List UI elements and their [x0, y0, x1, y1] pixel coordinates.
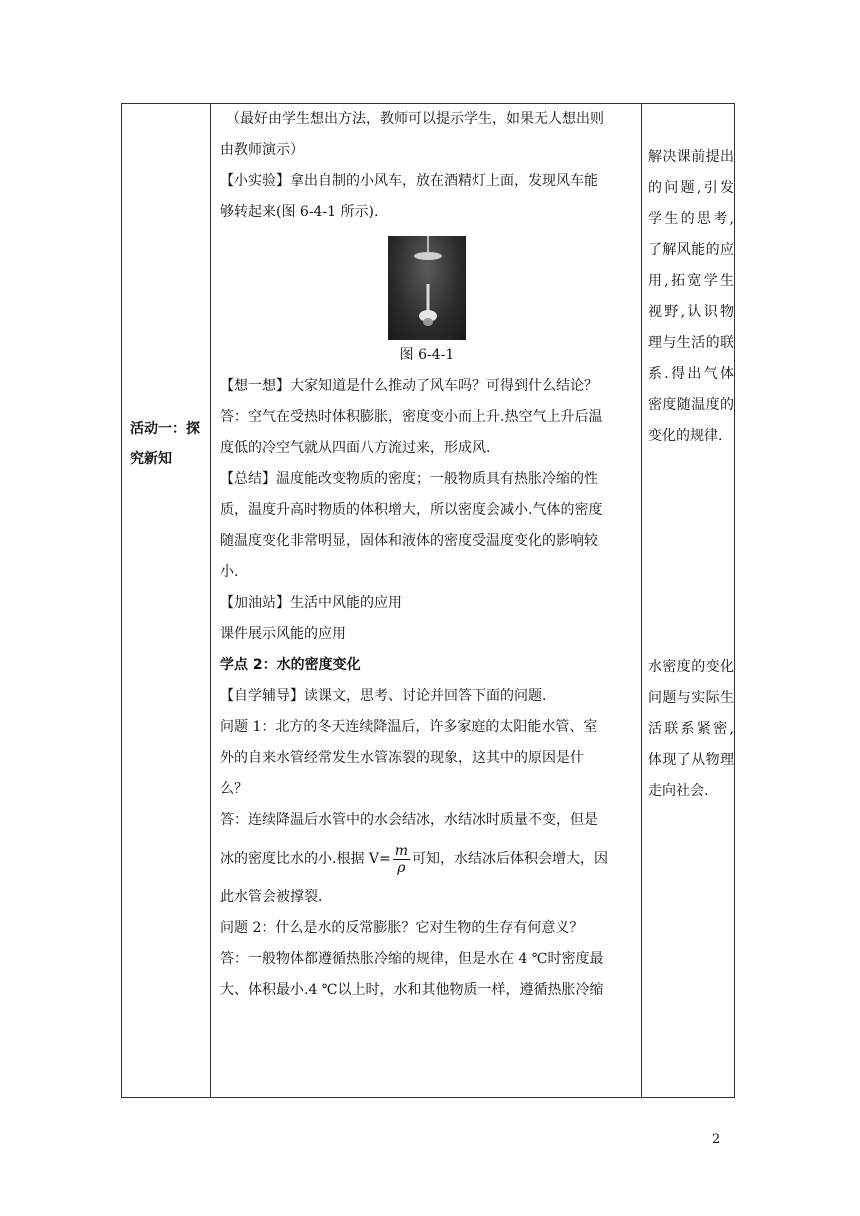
formula-line	[220, 836, 634, 882]
column-divider	[641, 104, 642, 1097]
lesson-table	[121, 103, 735, 1098]
figure-caption: 图 6-4-1	[399, 347, 455, 363]
pinwheel-illustration	[388, 236, 466, 340]
text-line: 问题 1：北方的冬天连续降温后，许多家庭的太阳能水管、室	[220, 719, 598, 735]
text-line: 【想一想】大家知道是什么推动了风车吗？可得到什么结论？	[220, 378, 598, 394]
column-divider	[210, 104, 211, 1097]
text-line: 【小实验】拿出自制的小风车，放在酒精灯上面，发现风车能	[220, 173, 598, 189]
text-line: 够转起来(图 6-4-1 所示).	[220, 204, 379, 220]
teaching-note-1: 解决课前提出的问题,引发学生的思考,了解风能的应用,拓宽学生视野,认识物理与生活的联系.得出气体密度随温度的变化的规律.	[648, 149, 734, 444]
text-line: 由教师演示）	[220, 142, 304, 158]
text-line: 小.	[220, 564, 239, 580]
text-line: （最好由学生想出方法，教师可以提示学生，如果无人想出则	[226, 111, 604, 127]
teaching-note-2: 水密度的变化问题与实际生活联系紧密,体现了从物理走向社会.	[648, 659, 734, 799]
main-content	[220, 104, 634, 1006]
text-line: 随温度变化非常明显，固体和液体的密度受温度变化的影响较	[220, 533, 598, 549]
text-line: 【自学辅导】读课文，思考、讨论并回答下面的问题.	[220, 688, 547, 704]
section-heading: 学点 2：水的密度变化	[220, 657, 361, 673]
text-line: 答：一般物体都遵循热胀冷缩的规律，但是水在 4 ℃时密度最	[220, 951, 604, 967]
formula-text-after: 可知，水结冰后体积会增大，因	[412, 851, 609, 867]
text-line: 答：连续降温后水管中的水会结冰，水结冰时质量不变，但是	[220, 812, 598, 828]
formula-text-before: 冰的密度比水的小.根据 V=	[220, 851, 391, 867]
formula-denominator: ρ	[397, 859, 406, 876]
page-number: 2	[712, 1132, 721, 1147]
formula-numerator: m	[394, 842, 409, 859]
text-line: 外的自来水管经常发生水管冻裂的现象，这其中的原因是什	[220, 750, 584, 766]
text-line: 此水管会被撑裂.	[220, 889, 323, 905]
text-line: 大、体积最小.4 ℃以上时，水和其他物质一样，遵循热胀冷缩	[220, 982, 604, 998]
text-line: 【加油站】生活中风能的应用	[220, 595, 402, 611]
text-line: 【总结】温度能改变物质的密度；一般物质具有热胀冷缩的性	[220, 471, 598, 487]
activity-label: 活动一：探究新知	[130, 421, 200, 467]
text-line: 问题 2：什么是水的反常膨胀？它对生物的生存有何意义？	[220, 920, 584, 936]
pinwheel-photo	[388, 236, 466, 340]
text-line: 课件展示风能的应用	[220, 626, 346, 642]
text-line: 度低的冷空气就从四面八方流过来，形成风.	[220, 440, 491, 456]
text-line: 答：空气在受热时体积膨胀，密度变小而上升.热空气上升后温	[220, 409, 603, 425]
text-line: 质，温度升高时物质的体积增大，所以密度会减小.气体的密度	[220, 502, 603, 518]
volume-formula	[393, 843, 410, 876]
text-line: 么？	[220, 781, 248, 797]
